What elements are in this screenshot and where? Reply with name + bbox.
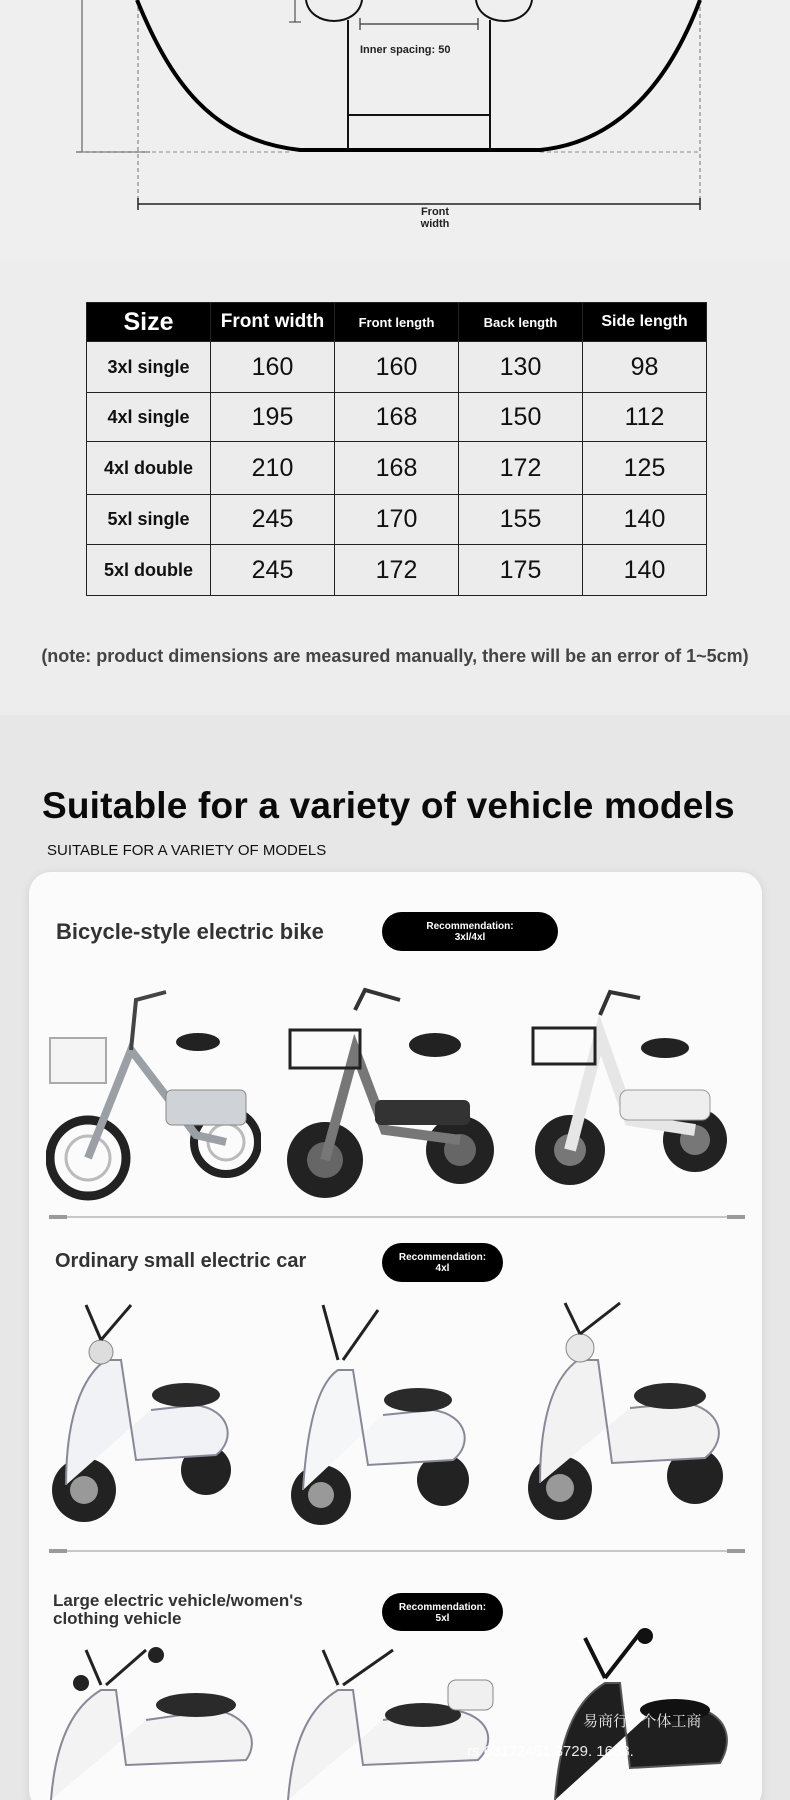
table-cell-back-length: 175 (459, 545, 583, 596)
recommendation-badge-bicycle (382, 912, 558, 951)
table-cell-model: 4xl single (87, 393, 211, 442)
table-cell-model: 5xl single (87, 495, 211, 545)
table-cell-side-length: 112 (583, 393, 707, 442)
table-cell-front-width: 160 (211, 342, 335, 393)
motor-scooter-icon (283, 1645, 498, 1800)
scooter-icon (46, 1300, 246, 1530)
table-cell-front-width: 195 (211, 393, 335, 442)
table-header-back-length: Back length (459, 303, 583, 342)
cover-outline-drawing (0, 0, 790, 260)
recommendation-badge-small-electric (382, 1243, 503, 1282)
category-title-bicycle: Bicycle-style electric bike (56, 919, 324, 944)
table-cell-back-length: 130 (459, 342, 583, 393)
category-title-small-electric: Ordinary small electric car (55, 1250, 307, 1272)
front-width-label-line1: Front (420, 206, 450, 218)
badge-label: Recommendation: (398, 1602, 487, 1613)
section-subtitle: SUITABLE FOR A VARIETY OF MODELS (47, 842, 327, 859)
category-title-large-electric: Large electric vehicle/women's clothing vehicle (53, 1591, 303, 1628)
table-cell-model: 5xl double (87, 545, 211, 596)
table-cell-back-length: 155 (459, 495, 583, 545)
table-header-side-length: Side length (583, 303, 707, 342)
dimension-diagram (0, 0, 790, 260)
table-row (87, 545, 707, 596)
table-header-size: Size (87, 303, 211, 342)
scooter-icon (520, 1298, 735, 1533)
table-cell-side-length: 98 (583, 342, 707, 393)
table-row (87, 442, 707, 495)
watermark-text: 易商行 · 个体工商 (583, 1713, 702, 1730)
section-title: Suitable for a variety of vehicle models (42, 785, 735, 826)
bicycle-ebike-icon (46, 980, 261, 1205)
table-row (87, 342, 707, 393)
scooter-icon (283, 1300, 483, 1530)
table-cell-back-length: 150 (459, 393, 583, 442)
table-cell-side-length: 140 (583, 545, 707, 596)
table-cell-front-width: 245 (211, 545, 335, 596)
table-cell-front-length: 168 (335, 442, 459, 495)
table-cell-front-length: 168 (335, 393, 459, 442)
front-width-label (400, 206, 470, 230)
badge-size: 5xl (435, 1613, 450, 1624)
bicycle-ebike-icon (285, 980, 500, 1205)
table-header-front-width: Front width (211, 303, 335, 342)
table-row (87, 393, 707, 442)
category-divider (49, 1550, 745, 1552)
measurement-note: (note: product dimensions are measured manually, there will be an error of 1~5cm) (41, 646, 749, 666)
table-cell-front-width: 210 (211, 442, 335, 495)
table-row (87, 495, 707, 545)
table-cell-front-width: 245 (211, 495, 335, 545)
table-cell-front-length: 172 (335, 545, 459, 596)
table-cell-back-length: 172 (459, 442, 583, 495)
table-cell-side-length: 125 (583, 442, 707, 495)
badge-label: Recommendation: (398, 1252, 487, 1263)
motor-scooter-icon (46, 1645, 256, 1800)
watermark-text: rs 68172451 3729. 1688. (467, 1743, 634, 1760)
badge-size: 3xl/4xl (454, 932, 486, 943)
badge-label: Recommendation: (426, 921, 514, 932)
table-cell-front-length: 170 (335, 495, 459, 545)
recommendation-badge-large-electric (382, 1593, 503, 1631)
bicycle-ebike-icon (525, 980, 740, 1205)
table-cell-model: 3xl single (87, 342, 211, 393)
table-header-front-length: Front length (335, 303, 459, 342)
badge-size: 4xl (435, 1263, 450, 1274)
table-cell-model: 4xl double (87, 442, 211, 495)
category-divider (49, 1216, 745, 1218)
size-table (86, 302, 707, 596)
inner-spacing-label: Inner spacing: 50 (360, 44, 451, 56)
table-cell-side-length: 140 (583, 495, 707, 545)
table-cell-front-length: 160 (335, 342, 459, 393)
front-width-label-line2: width (420, 218, 450, 230)
table-header-row (87, 303, 707, 342)
